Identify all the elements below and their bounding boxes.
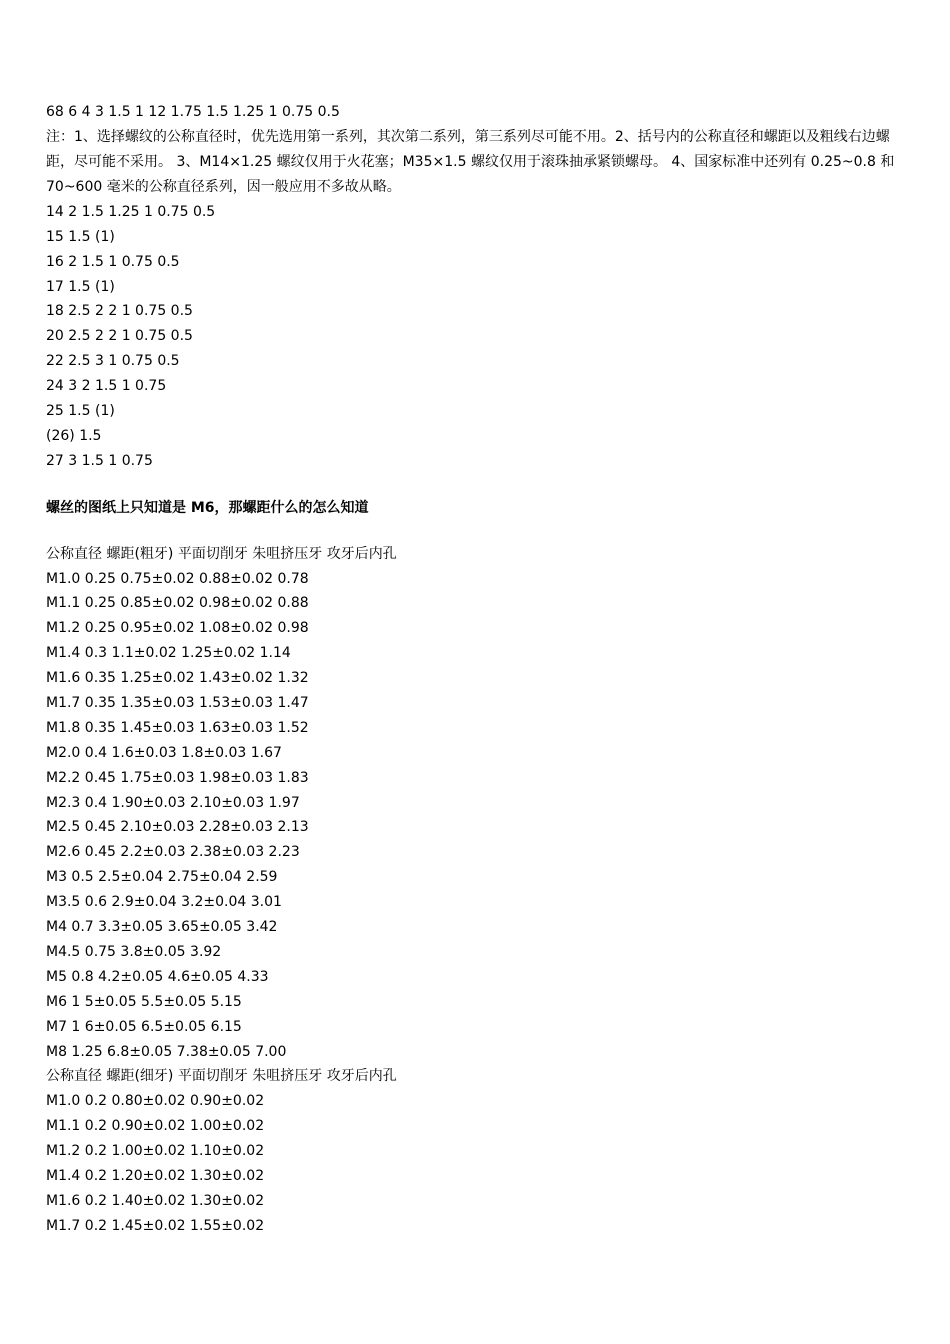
coarse-table-row: M2.5 0.45 2.10±0.03 2.28±0.03 2.13 [46,819,309,836]
table-row: 24 3 2 1.5 1 0.75 [46,378,167,395]
fine-table-header: 公称直径 螺距(细牙) 平面切削牙 朱咀挤压牙 攻牙后内孔 [46,1068,397,1085]
note-paragraph: 注：1、选择螺纹的公称直径时，优先选用第一系列，其次第二系列，第三系列尽可能不用。2、括号内的公称直径和螺距以及粗线右边螺距，尽可能不采用。 3、M14×1.25 螺纹仅用于火花塞；M35×1.5 螺纹仅用于滚珠抽承紧锁螺母。 4、国家标准中还列有 0.25~0.8 和 70~600 毫米的公称直径系列，因一般应用不多故从略。 [46,128,895,195]
coarse-table-row: M5 0.8 4.2±0.05 4.6±0.05 4.33 [46,968,269,985]
document-page [46,100,916,1239]
coarse-table-row: M2.2 0.45 1.75±0.03 1.98±0.03 1.83 [46,769,309,786]
coarse-table-row: M6 1 5±0.05 5.5±0.05 5.15 [46,993,242,1010]
fine-thread-list [46,1064,916,1238]
coarse-table-row: M1.6 0.35 1.25±0.02 1.43±0.02 1.32 [46,670,309,687]
table-row: 18 2.5 2 2 1 0.75 0.5 [46,303,193,320]
coarse-table-row: M2.6 0.45 2.2±0.03 2.38±0.03 2.23 [46,844,300,861]
coarse-table-row: M1.2 0.25 0.95±0.02 1.08±0.02 0.98 [46,620,309,637]
table-row: 27 3 1.5 1 0.75 [46,452,153,469]
table-row: (26) 1.5 [46,427,102,444]
coarse-table-row: M2.3 0.4 1.90±0.03 2.10±0.03 1.97 [46,794,300,811]
fine-table-row: M1.7 0.2 1.45±0.02 1.55±0.02 [46,1217,265,1234]
table-row-top: 68 6 4 3 1.5 1 12 1.75 1.5 1.25 1 0.75 0.5 [46,104,340,120]
table-row: 17 1.5 (1) [46,278,115,295]
coarse-table-row: M1.7 0.35 1.35±0.03 1.53±0.03 1.47 [46,695,309,712]
coarse-table-row: M4.5 0.75 3.8±0.05 3.92 [46,943,222,960]
coarse-table-row: M7 1 6±0.05 6.5±0.05 6.15 [46,1018,242,1035]
fine-table-row: M1.2 0.2 1.00±0.02 1.10±0.02 [46,1143,265,1160]
coarse-table-row: M3 0.5 2.5±0.04 2.75±0.04 2.59 [46,869,278,886]
table-row: 22 2.5 3 1 0.75 0.5 [46,353,180,370]
coarse-table-row: M4 0.7 3.3±0.05 3.65±0.05 3.42 [46,919,278,936]
coarse-table-row: M2.0 0.4 1.6±0.03 1.8±0.03 1.67 [46,744,282,761]
coarse-table-row: M1.4 0.3 1.1±0.02 1.25±0.02 1.14 [46,645,291,662]
coarse-table-row: M1.0 0.25 0.75±0.02 0.88±0.02 0.78 [46,570,309,587]
fine-table-row: M1.4 0.2 1.20±0.02 1.30±0.02 [46,1167,265,1184]
fine-table-row: M1.0 0.2 0.80±0.02 0.90±0.02 [46,1093,265,1110]
table-row: 14 2 1.5 1.25 1 0.75 0.5 [46,203,216,220]
coarse-table-header: 公称直径 螺距(粗牙) 平面切削牙 朱咀挤压牙 攻牙后内孔 [46,545,397,562]
table-row: 16 2 1.5 1 0.75 0.5 [46,253,180,270]
coarse-thread-list [46,542,916,1065]
coarse-table-row: M1.8 0.35 1.45±0.03 1.63±0.03 1.52 [46,719,309,736]
fine-table-row: M1.1 0.2 0.90±0.02 1.00±0.02 [46,1118,265,1135]
fine-table-row: M1.6 0.2 1.40±0.02 1.30±0.02 [46,1192,265,1209]
diameter-pitch-list [46,200,916,474]
section-heading: 螺丝的图纸上只知道是 M6，那螺距什么的怎么知道 [46,499,369,516]
table-row: 15 1.5 (1) [46,228,115,245]
table-row: 25 1.5 (1) [46,403,115,420]
table-row: 20 2.5 2 2 1 0.75 0.5 [46,328,193,345]
coarse-table-row: M1.1 0.25 0.85±0.02 0.98±0.02 0.88 [46,595,309,612]
coarse-table-row: M8 1.25 6.8±0.05 7.38±0.05 7.00 [46,1043,287,1060]
coarse-table-row: M3.5 0.6 2.9±0.04 3.2±0.04 3.01 [46,894,282,911]
